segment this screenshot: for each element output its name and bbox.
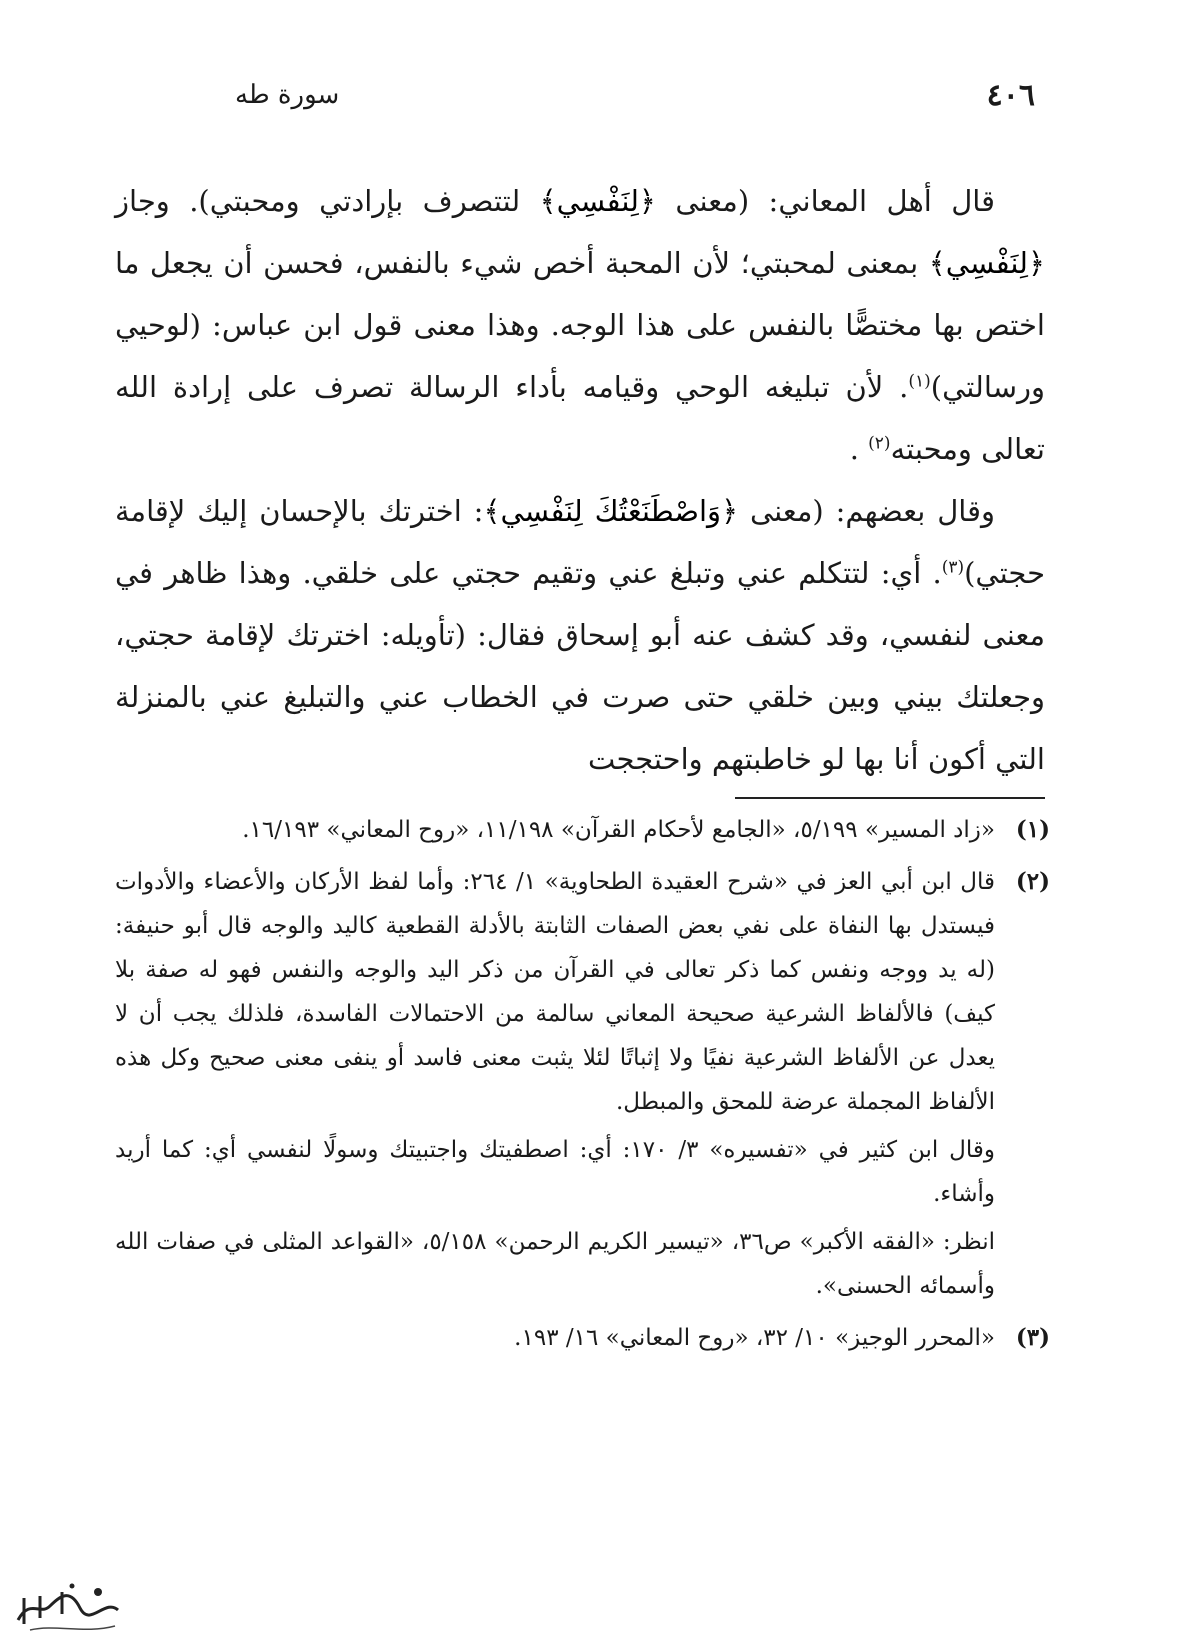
publisher-stamp-logo	[10, 1568, 125, 1638]
footnote-1	[115, 808, 1050, 852]
footnote-text: «المحرر الوجيز» ١٠/ ٣٢، «روح المعاني» ١٦/ ١٩٣.	[514, 1325, 995, 1351]
footnote-ref-3[interactable]: (٣)	[941, 557, 965, 578]
footnote-3	[115, 1316, 1050, 1360]
p1-text-a: قال أهل المعاني: (معنى	[655, 184, 995, 218]
p1-text-c: بمعنى لمحبتي؛ لأن المحبة أخص شيء بالنفس، فحسن أن يجعل ما اختص بها مختصًّا بالنفس على هذا الوجه. وهذا معنى قول ابن عباس: (لوحيي ورسالتي)	[115, 246, 1045, 404]
p1-text-e: .	[849, 432, 869, 466]
footnote-ref-2[interactable]: (٢)	[868, 433, 891, 454]
footnote-text-references: انظر: «الفقه الأكبر» ص٣٦، «تيسير الكريم الرحمن» ٥/١٥٨، «القواعد المثلى في صفات الله وأسمائه الحسنى».	[115, 1229, 995, 1299]
footnote-divider	[735, 797, 1045, 799]
footnote-number: (٢)	[1015, 868, 1050, 895]
paragraph-1	[115, 170, 1045, 480]
footnote-ref-1[interactable]: (١)	[908, 371, 931, 392]
footnote-number: (٣)	[1015, 1324, 1050, 1351]
p2-text-c: . أي: لتتكلم عني وتبلغ عني وتقيم حجتي على خلقي. وهذا ظاهر في معنى لنفسي، وقد كشف عنه أبو إسحاق فقال: (تأويله: اخترتك لإقامة حجتي، وجعلتك بيني وبين خلقي حتى صرت في الخطاب عني والتبليغ عني بالمنزلة التي أكون أنا بها لو خاطبتهم واحتججت	[115, 556, 1045, 776]
paragraph-2	[115, 480, 1045, 790]
surah-title: سورة طه	[235, 80, 340, 110]
p2-text-b: : اخترتك بالإحسان إليك لإقامة حجتي)	[115, 494, 1045, 590]
main-text	[115, 170, 1045, 790]
page-number: ٤٠٦	[986, 78, 1035, 113]
footnote-text: «زاد المسير» ٥/١٩٩، «الجامع لأحكام القرآن» ١١/١٩٨، «روح المعاني» ١٦/١٩٣.	[242, 817, 995, 843]
footnote-text: قال ابن أبي العز في «شرح العقيدة الطحاوية» ١/ ٢٦٤: وأما لفظ الأركان والأعضاء والأدوات فيستدل بها النفاة على نفي بعض الصفات الثابتة بالأدلة القطعية كاليد والوجه قال أبو حنيفة: (له يد ووجه ونفس كما ذكر تعالى في القرآن من ذكر اليد والوجه والنفس فهو له صفة بلا كيف) فالألفاظ الشرعية صحيحة المعاني سالمة من الاحتمالات الفاسدة، فلذلك يجب أن لا يعدل عن الألفاظ الشرعية نفيًا ولا إثباتًا لئلا يثبت معنى فاسد أو ينفى معنى صحيح وكل هذه الألفاظ المجملة عرضة للمحق والمبطل.	[115, 869, 996, 1115]
footnote-2	[115, 860, 1050, 1308]
quran-quote: ﴿لِنَفْسِي﴾	[539, 184, 656, 218]
quran-quote: ﴿لِنَفْسِي﴾	[928, 246, 1045, 280]
footnote-text-ibn-kathir: وقال ابن كثير في «تفسيره» ٣/ ١٧٠: أي: اصطفيتك واجتبيتك وسولًا لنفسي أي: كما أريد وأشاء.	[115, 1137, 995, 1207]
page-header	[180, 78, 1035, 128]
p2-text-a: وقال بعضهم: (معنى	[738, 494, 995, 528]
p1-text-d: . لأن تبليغه الوحي وقيامه بأداء الرسالة تصرف على إرادة الله تعالى ومحبته	[115, 370, 1045, 466]
quran-quote: ﴿وَاصْطَنَعْتُكَ لِنَفْسِي﴾	[483, 494, 739, 528]
footnote-number: (١)	[1015, 816, 1050, 843]
footnotes	[115, 808, 1050, 1368]
p1-text-b: لتتصرف بإرادتي ومحبتي). وجاز	[115, 184, 540, 218]
